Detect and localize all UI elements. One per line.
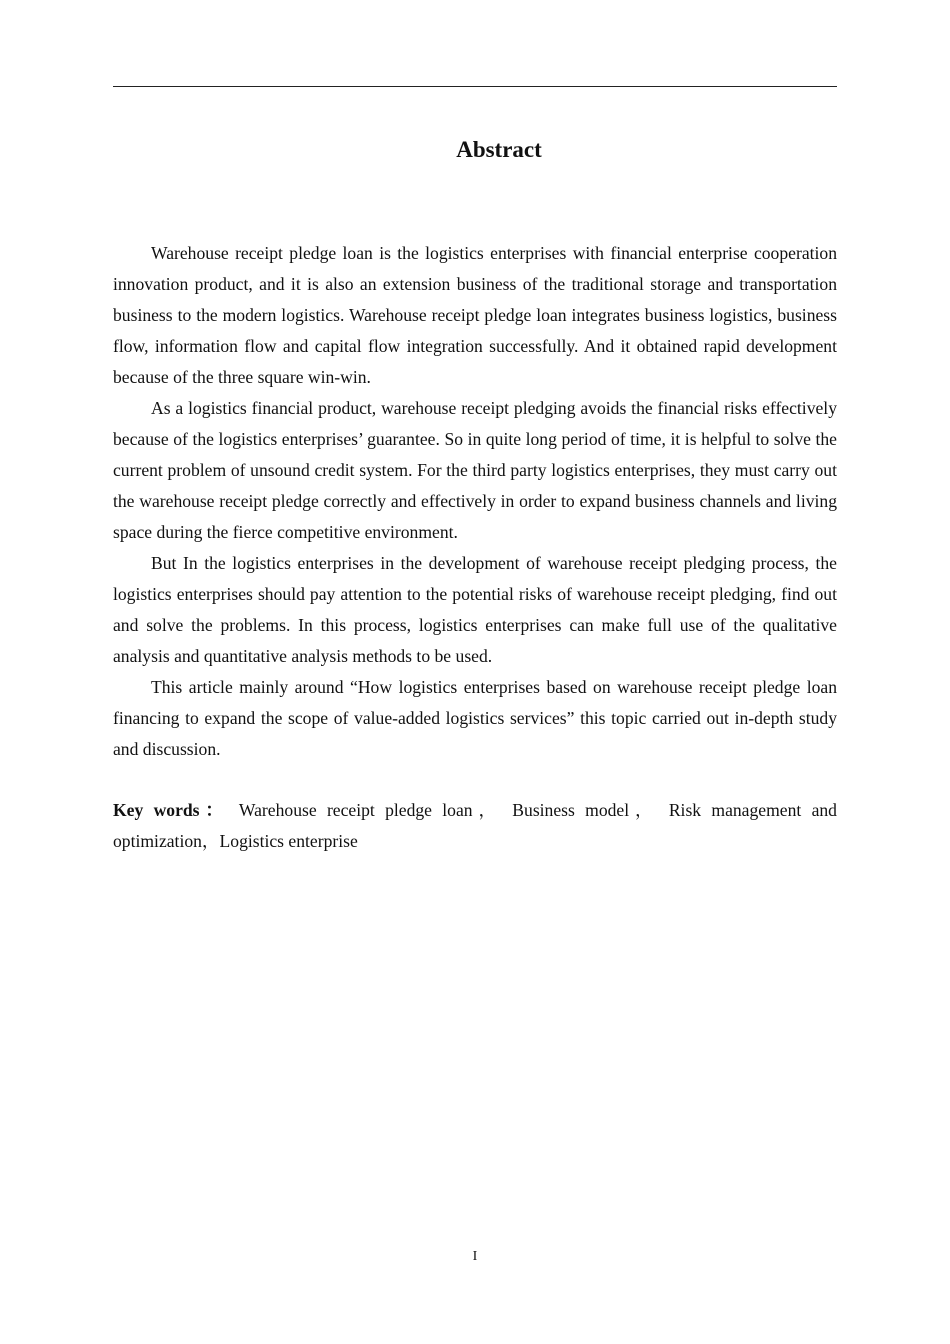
abstract-body bbox=[113, 238, 837, 765]
abstract-paragraph-3: But In the logistics enterprises in the development of warehouse receipt pledging process, the logistics enterprises should pay attention to the potential risks of warehouse receipt pledging, find out and solve the problems. In this process, logistics enterprises can make full use of the qualitative analysis and quantitative analysis methods to be used. bbox=[113, 553, 837, 666]
keywords-label: Key words： bbox=[113, 800, 229, 820]
keywords-line bbox=[113, 795, 837, 857]
abstract-paragraph-4: This article mainly around “How logistics enterprises based on warehouse receipt pledge loan financing to expand the scope of value-added logistics services” this topic carried out in-depth study and discussion. bbox=[113, 677, 837, 759]
abstract-paragraph-2: As a logistics financial product, warehouse receipt pledging avoids the financial risks effectively because of the logistics enterprises’ guarantee. So in quite long period of time, it is helpful to solve the current problem of unsound credit system. For the third party logistics enterprises, they must carry out the warehouse receipt pledge correctly and effectively in order to expand business channels and living space during the fierce competitive environment. bbox=[113, 398, 837, 542]
keywords-text: Warehouse receipt pledge loan， Business model， Risk management and optimization，Logistics enterprise bbox=[113, 800, 837, 851]
page-title: Abstract bbox=[456, 137, 542, 162]
abstract-paragraph-1: Warehouse receipt pledge loan is the logistics enterprises with financial enterprise cooperation innovation product, and it is also an extension business of the traditional storage and transportation business to the modern logistics. Warehouse receipt pledge loan integrates business logistics, business flow, information flow and capital flow integration successfully. And it obtained rapid development because of the three square win-win. bbox=[113, 243, 837, 387]
header-rule bbox=[113, 86, 837, 87]
page-number: I bbox=[472, 1249, 478, 1264]
